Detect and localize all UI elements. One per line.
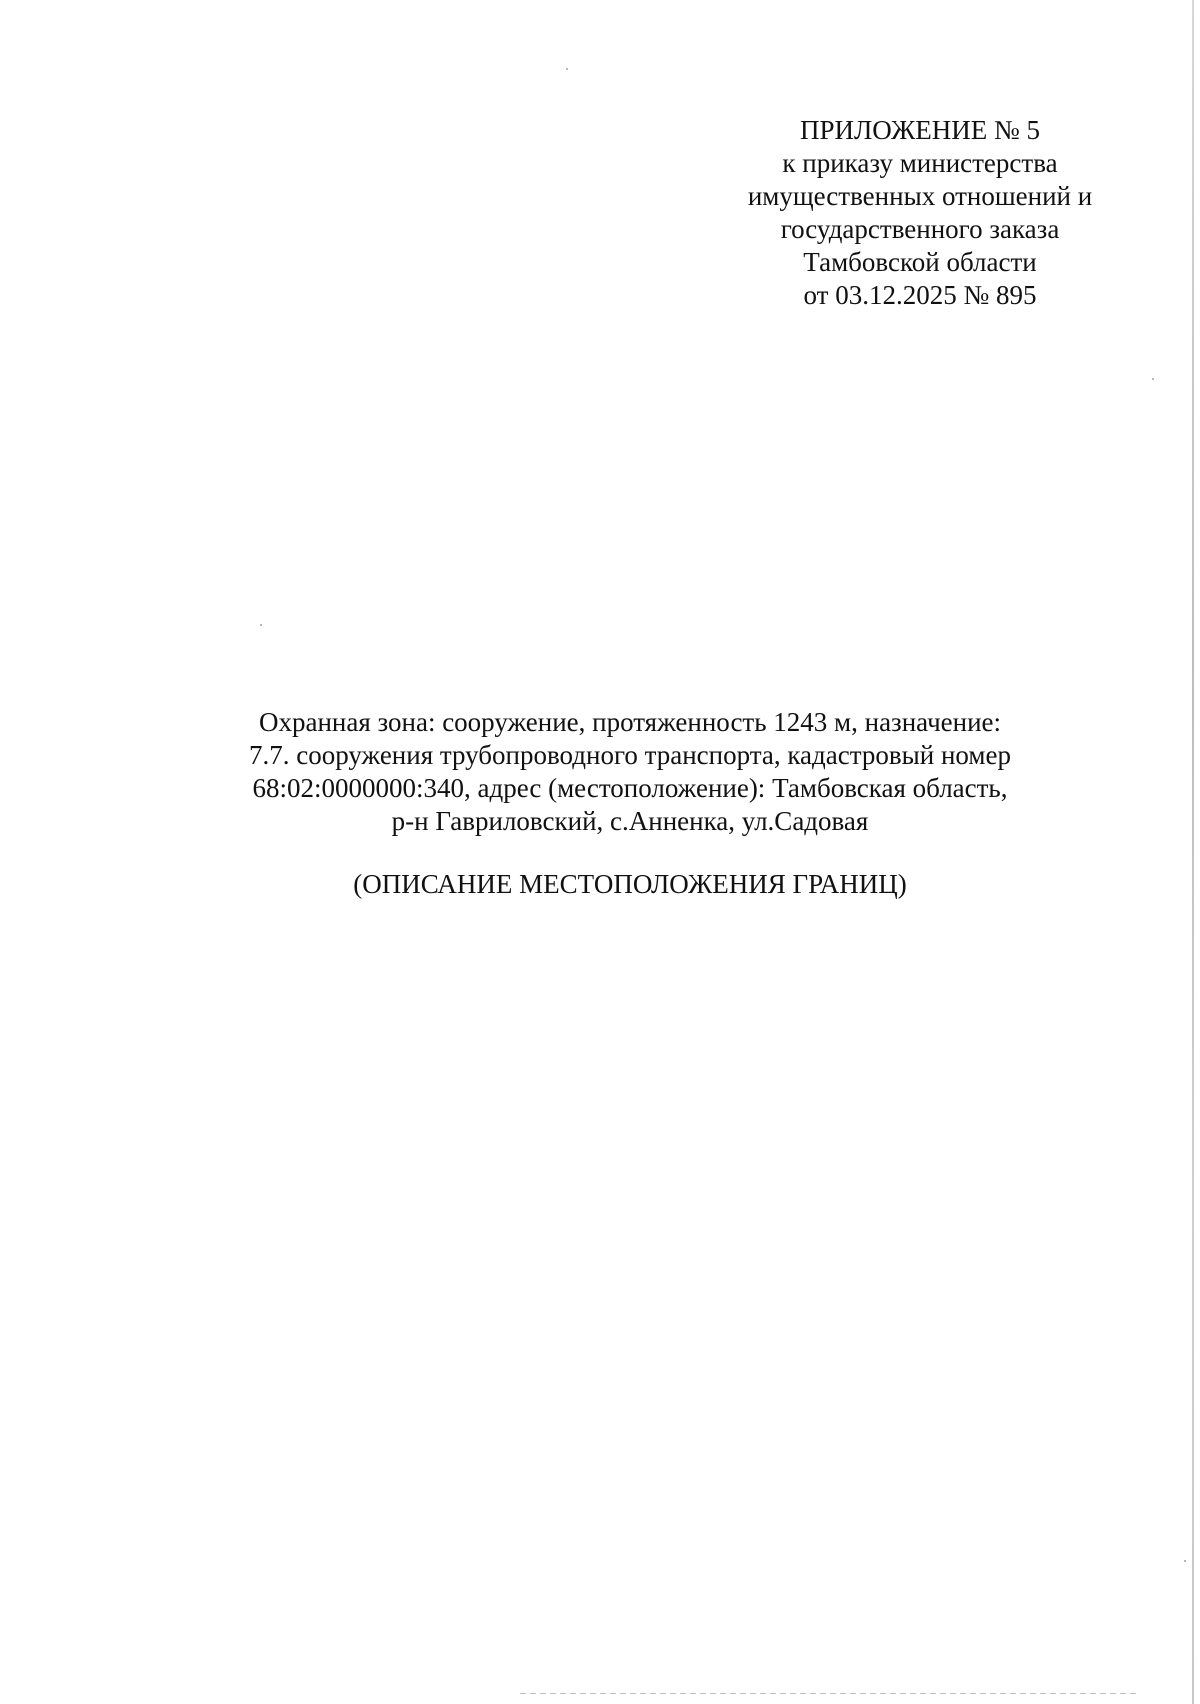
appendix-order-line: к приказу министерства: [782, 148, 1058, 178]
scan-speck: [566, 68, 568, 70]
protection-zone-description: [180, 706, 1080, 838]
appendix-ministry-line-2: государственного заказа: [780, 214, 1060, 244]
appendix-header: [700, 114, 1140, 312]
scan-speck: [1152, 378, 1154, 380]
scan-speck: [1184, 1560, 1186, 1562]
zone-line: Охранная зона: сооружение, протяженность 1243 м, назначение:: [258, 707, 1002, 737]
zone-line: 68:02:0000000:340, адрес (местоположение): Тамбовская область,: [252, 773, 1008, 803]
scan-edge-right: [1192, 0, 1194, 1704]
appendix-ministry-line-1: имущественных отношений и: [747, 181, 1093, 211]
section-title: (ОПИСАНИЕ МЕСТОПОЛОЖЕНИЯ ГРАНИЦ): [353, 869, 907, 899]
zone-line: 7.7. сооружения трубопроводного транспорта, кадастровый номер: [249, 740, 1011, 770]
appendix-title: ПРИЛОЖЕНИЕ № 5: [799, 115, 1041, 145]
scan-speck: [260, 624, 262, 626]
appendix-date-number: от 03.12.2025 № 895: [803, 280, 1037, 310]
appendix-region-line: Тамбовской области: [803, 247, 1037, 277]
zone-line: р-н Гавриловский, с.Анненка, ул.Садовая: [391, 806, 869, 836]
scan-edge-bottom: [520, 1693, 1140, 1694]
